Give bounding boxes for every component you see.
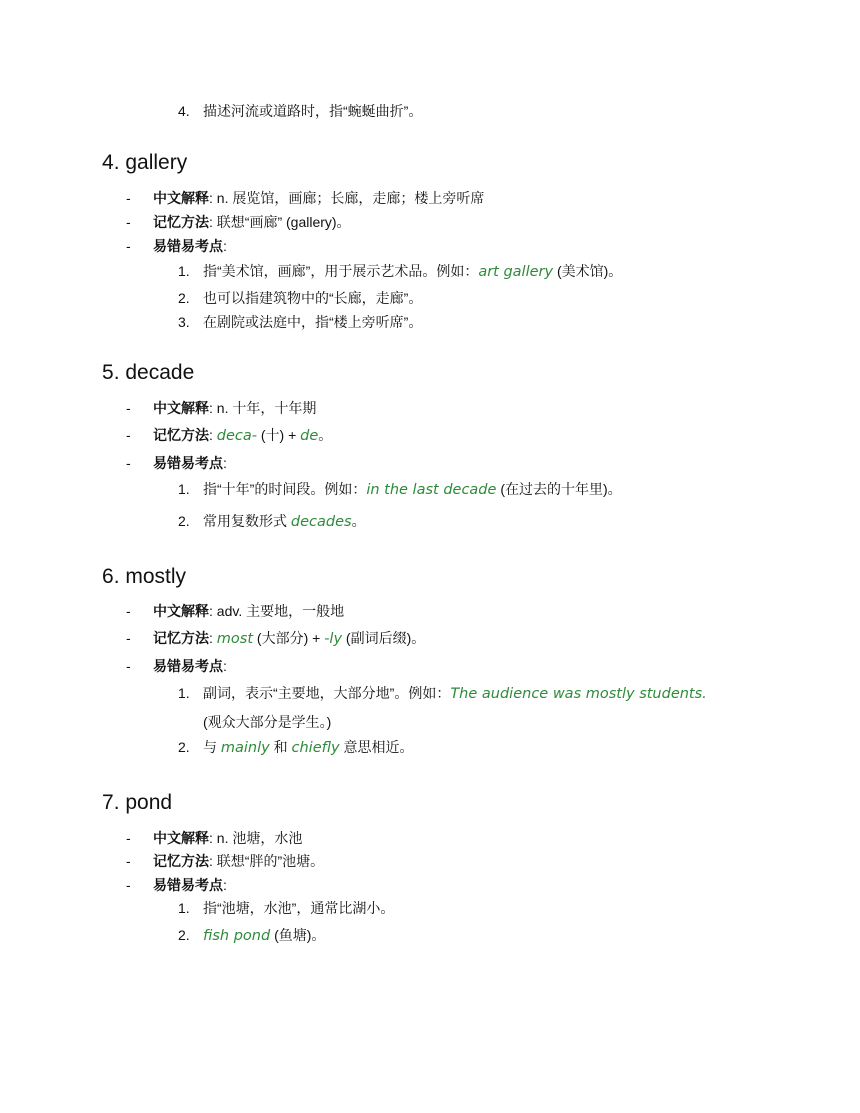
list-item: 2. fish pond (鱼塘)。 [178,927,326,944]
list-item: 1. 副词，表示“主要地，大部分地”。例如：The audience was mostly students. (观众大部分是学生。) [178,685,707,730]
example-text: fish pond [203,928,271,944]
example-text: de [300,428,319,444]
memory-line: - 记忆方法: 联想“胖的”池塘。 [126,853,325,869]
list-item: 2. 也可以指建筑物中的“长廊，走廊”。 [178,290,423,306]
list-item: 1. 指“池塘，水池”，通常比湖小。 [178,900,395,916]
example-text: mainly [220,740,270,756]
meaning-line: - 中文解释: adv. 主要地，一般地 [126,603,345,619]
list-item: 1. 指“美术馆，画廊”，用于展示艺术品。例如：art gallery (美术馆)。 [178,263,623,280]
list-item: 1. 指“十年”的时间段。例如：in the last decade (在过去的十年里)。 [178,481,622,498]
memory-line: - 记忆方法: deca- (十) + de。 [126,427,333,444]
example-text: deca- [216,428,257,444]
list-item: 2. 常用复数形式 decades。 [178,513,366,530]
list-item: 2. 与 mainly 和 chiefly 意思相近。 [178,739,414,756]
meaning-line: - 中文解释: n. 十年，十年期 [126,400,317,416]
example-text: The audience was mostly students. [450,686,707,702]
word-heading-mostly: 6 . mostly [102,564,186,590]
example-text: art gallery [478,264,554,280]
word-heading-pond: 7 . pond [102,790,172,816]
memory-line: - 记忆方法: most (大部分) + -ly (副词后缀)。 [126,630,426,647]
meaning-line: - 中文解释: n. 池塘，水池 [126,830,303,846]
meaning-line: - 中文解释: n. 展览馆，画廊；长廊，走廊；楼上旁听席 [126,190,485,206]
example-text: most [216,631,254,647]
word-heading-decade: 5 . decade [102,360,194,386]
list-item: 3. 在剧院或法庭中，指“楼上旁听席”。 [178,314,423,330]
example-text: chiefly [291,740,340,756]
example-text: decades [290,514,352,530]
pitfalls-line: - 易错易考点: [126,455,227,471]
example-text: -ly [324,631,343,647]
pitfalls-line: - 易错易考点: [126,238,227,254]
example-text: in the last decade [366,482,497,498]
pitfalls-line: - 易错易考点: [126,877,227,893]
memory-line: - 记忆方法: 联想“画廊” (gallery)。 [126,214,351,230]
pitfalls-line: - 易错易考点: [126,658,227,674]
list-item: 4. 描述河流或道路时，指“蜿蜒曲折”。 [178,103,423,119]
word-heading-gallery: 4 . gallery [102,150,187,176]
